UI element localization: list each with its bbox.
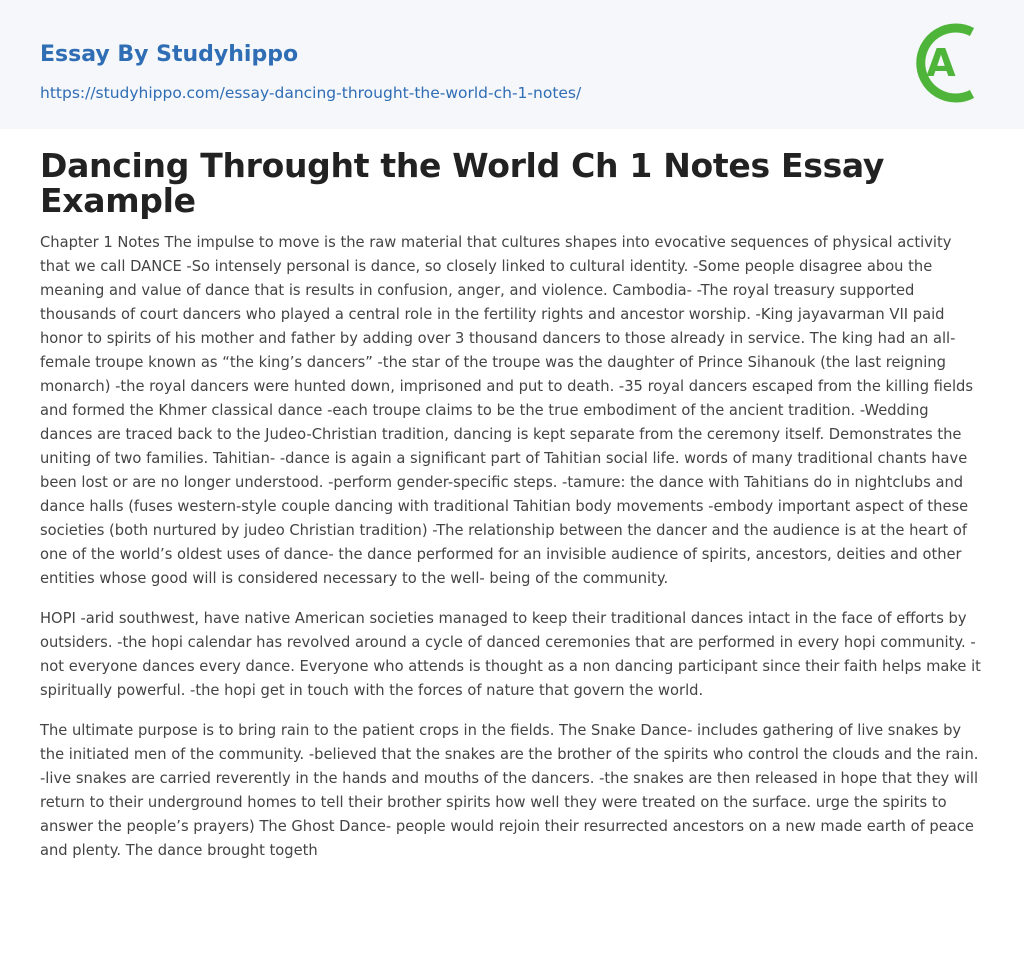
article-title: Dancing Throught the World Ch 1 Notes Essay Example — [40, 146, 885, 220]
article-paragraph-2: HOPI -arid southwest, have native American societies managed to keep their traditional dances intact in the face of efforts by outsiders. -the hopi calendar has revolved around a cycle of danced ceremonies that are performed in every hopi community. -not everyone dances every dance. Everyone who attends is thought as a non dancing participant since their faith helps make it spiritually powerful. -the hopi get in touch with the forces of nature that govern the world. — [40, 610, 981, 699]
page-url-link[interactable]: https://studyhippo.com/essay-dancing-throught-the-world-ch-1-notes/ — [40, 84, 582, 102]
svg-text:A: A — [926, 41, 956, 85]
article-paragraph-3: The ultimate purpose is to bring rain to the patient crops in the fields. The Snake Dance- includes gathering of live snakes by the initiated men of the community. -believed that the snakes are the brother of the spirits who control the clouds and the rain. -live snakes are carried reverently in the hands and mouths of the dancers. -the snakes are then released in hope that they will return to their underground homes to tell their brother spirits how well they were treated on the surface. urge the spirits to answer the people’s prayers) The Ghost Dance- people would rejoin their resurrected ancestors on a new made earth of peace and plenty. The dance brought togeth — [40, 722, 979, 859]
site-brand[interactable]: Essay By Studyhippo — [40, 42, 299, 67]
article — [40, 148, 984, 863]
article-paragraph-1: Chapter 1 Notes The impulse to move is the raw material that cultures shapes into evocative sequences of physical activity that we call DANCE -So intensely personal is dance, so closely linked to cultural identity. -Some people disagree abou the meaning and value of dance that is results in confusion, anger, and violence. Cambodia- -The royal treasury supported thousands of court dancers who played a central role in the fertility rights and ancestor worship. -King jayavarman VII paid honor to spirits of his mother and father by adding over 3 thousand dancers to those already in service. The king had an all-female troupe known as “the king’s dancers” -the star of the troupe was the daughter of Prince Sihanouk (the last reigning monarch) -the royal dancers were hunted down, imprisoned and put to death. -35 royal dancers escaped from the killing fields and formed the Khmer classical dance -each troupe claims to be the true embodiment of the ancient tradition. -Wedding dances are traced back to the Judeo-Christian tradition, dancing is kept separate from the ceremony itself. Demonstrates the uniting of two families. Tahitian- -dance is again a significant part of Tahitian social life. words of many traditional chants have been lost or are no longer understood. -perform gender-specific steps. -tamure: the dance with Tahitians do in nightclubs and dance halls (fuses western-style couple dancing with traditional Tahitian body movements -embody important aspect of these societies (both nurtured by judeo Christian tradition) -The relationship between the dancer and the audience is at the heart of one of the world’s oldest uses of dance- the dance performed for an invisible audience of spirits, ancestors, deities and other entities whose good will is considered necessary to the well- being of the community. — [40, 234, 974, 587]
site-header — [0, 0, 1024, 129]
studyhippo-logo-icon[interactable] — [912, 20, 986, 106]
